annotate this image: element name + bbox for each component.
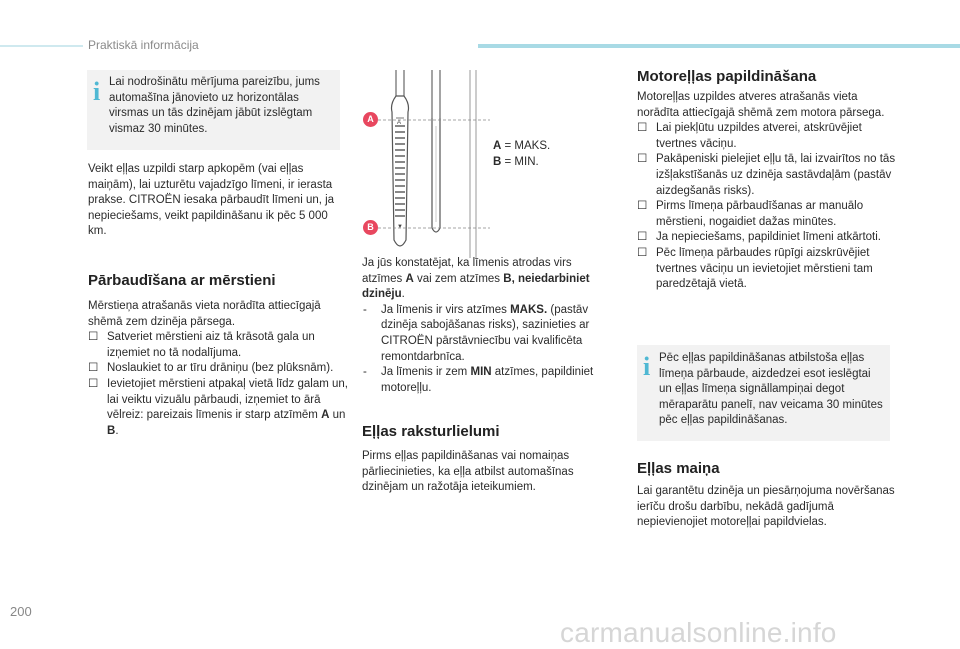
heading-oil-topping: Motoreļļas papildināšana <box>637 68 817 85</box>
svg-text:A: A <box>397 120 402 126</box>
section-header: Praktiskā informācija <box>88 38 199 52</box>
checkbox-icon: ☐ <box>637 122 648 135</box>
dipstick-illustration <box>360 68 500 258</box>
paragraph-oil-topup: Veikt eļļas uzpildi starp apkopēm (vai eļļas maiņām), lai uzturētu vajadzīgo līmeni, ir ierasta prakse. CITROËN iesaka pārbaudīt līmeni un, ja nepieciešams, veikt papildināšanu ik pēc 5 000 km. <box>88 163 335 238</box>
list-item: ☐ Satveriet mērstieni aiz tā krāsotā gala un izņemiet no tā nodalījuma. <box>88 331 315 359</box>
dash-marker: - <box>363 366 367 379</box>
checkbox-icon: ☐ <box>88 331 99 344</box>
marker-a: A <box>363 112 378 127</box>
dipstick-section <box>88 299 350 439</box>
checkbox-icon: ☐ <box>637 231 648 244</box>
header-rule-left <box>0 45 83 47</box>
info-icon: i <box>643 352 651 381</box>
legend <box>493 139 550 170</box>
info-icon: i <box>93 77 101 106</box>
page-number: 200 <box>10 604 32 619</box>
checkbox-icon: ☐ <box>88 377 99 390</box>
list-item: ☐ Ievietojiet mērstieni atpakaļ vietā līdz galam un, lai veiktu vizuālu pārbaudi, izņemiet to ārā vēlreiz: pareizais līmenis ir starp atzīmēm A un B. <box>88 377 348 437</box>
topping-section <box>637 90 899 293</box>
info-text: Pēc eļļas papildināšanas atbilstoša eļļas līmeņa pārbaude, aizdedzei esot ieslēgtai un eļļas līmeņa signāllampiņai degot mēraparātu panelī, nav veicama 30 minūtes pēc eļļas papildināšanas. <box>659 352 883 427</box>
watermark: carmanualsonline.info <box>560 617 837 648</box>
heading-oil-characteristics: Eļļas raksturlielumi <box>362 423 500 440</box>
checkbox-icon: ☐ <box>637 200 648 213</box>
legend-b: B = MIN. <box>493 155 539 168</box>
list-item: ☐ Ja nepieciešams, papildiniet līmeni atkārtoti. <box>637 230 899 246</box>
dash-marker: - <box>363 303 367 316</box>
list-item: - Ja līmenis ir zem MIN atzīmes, papildiniet motoreļļu. <box>363 366 594 394</box>
checkbox-icon: ☐ <box>88 362 99 375</box>
legend-a: A = MAKS. <box>493 140 551 152</box>
level-warning-paragraph: Ja jūs konstatējat, ka līmenis atrodas virs atzīmes A vai zem atzīmes B, neiedarbiniet dzinēju. <box>362 257 590 301</box>
info-box-measurement <box>87 70 340 150</box>
topping-intro: Motoreļļas uzpildes atveres atrašanās vieta norādīta attiecīgajā shēmā zem motora pārsega. <box>637 91 885 119</box>
list-item: ☐ Pirms līmeņa pārbaudīšanas ar manuālo mērstieni, nogaidiet dažas minūtes. <box>637 200 864 228</box>
heading-oil-change: Eļļas maiņa <box>637 460 720 477</box>
paragraph-oil-characteristics: Pirms eļļas papildināšanas vai nomaiņas pārliecinieties, ka eļļa atbilst automašīnas dzinējam un ražotāja ieteikumiem. <box>362 450 574 494</box>
info-text: Lai nodrošinātu mērījuma pareizību, jums automašīna jānovieto uz horizontālas virsmas un tās dzinējam jābūt izslēgtam vismaz 30 minūtes. <box>109 76 320 135</box>
paragraph-oil-change: Lai garantētu dzinēja un piesārņojuma novēršanas ierīču drošu darbību, nekādā gadījumā nepievienojiet motoreļļai papildvielas. <box>637 485 895 529</box>
level-warning-section <box>362 256 614 396</box>
info-box-after-topup <box>637 345 890 441</box>
checkbox-icon: ☐ <box>637 153 648 166</box>
checkbox-icon: ☐ <box>637 246 648 259</box>
list-item: ☐ Pakāpeniski pielejiet eļļu tā, lai izvairītos no tās izšļakstīšanās uz dzinēja sastāvdaļām (pastāv aizdegšanās risks). <box>637 153 896 197</box>
list-item: ☐ Pēc līmeņa pārbaudes rūpīgi aizskrūvējiet tvertnes vāciņu un ievietojiet mērstieni tam paredzētajā vietā. <box>637 246 873 291</box>
heading-dipstick-check: Pārbaudīšana ar mērstieni <box>88 272 276 289</box>
marker-b: B <box>363 220 378 235</box>
dipstick-intro: Mērstieņa atrašanās vieta norādīta attiecīgajā shēmā zem dzinēja pārsega. <box>88 300 321 328</box>
list-item: ☐ Lai piekļūtu uzpildes atverei, atskrūvējiet tvertnes vāciņu. <box>637 122 862 150</box>
svg-text:▼: ▼ <box>397 224 403 230</box>
list-item: ☐ Noslaukiet to ar tīru drāniņu (bez plūksnām). <box>88 361 350 377</box>
header-rule-right <box>478 44 960 48</box>
list-item: - Ja līmenis ir virs atzīmes MAKS. (pastāv dzinēja sabojāšanas risks), sazinieties ar CITROËN pārstāvniecību vai kvalificēta remontdarbnīca. <box>363 303 590 363</box>
